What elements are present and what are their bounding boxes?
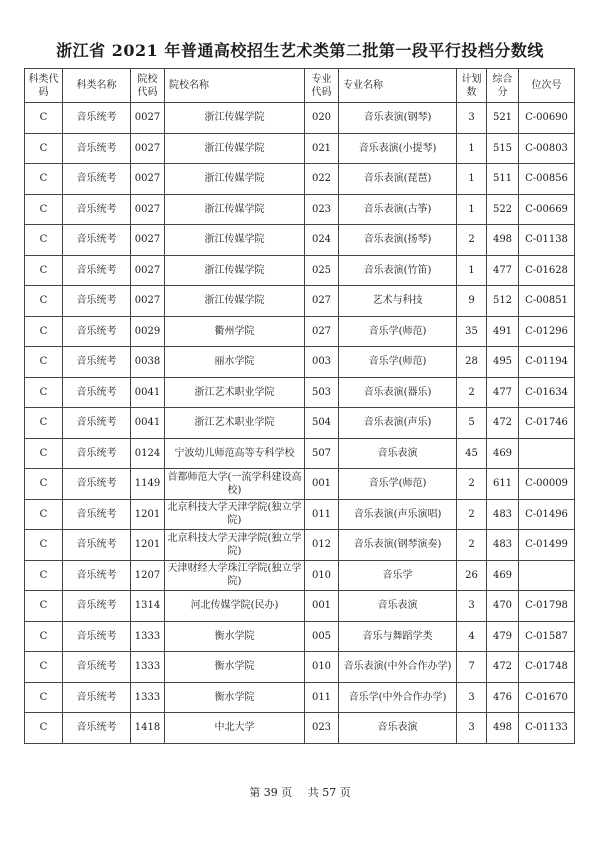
cell-school-name: 河北传媒学院(民办)	[165, 591, 305, 622]
cell-major-name: 音乐表演	[339, 713, 457, 744]
cell-major-code: 504	[305, 408, 339, 439]
table-row	[25, 408, 575, 439]
cell-subject-name: 音乐统考	[63, 438, 131, 469]
page-number: 第 39 页	[249, 786, 293, 799]
cell-major-name: 音乐学(师范)	[339, 347, 457, 378]
cell-major-code: 023	[305, 194, 339, 225]
cell-major-name: 音乐表演(小提琴)	[339, 133, 457, 164]
cell-score: 469	[487, 438, 519, 469]
cell-major-name: 音乐表演	[339, 591, 457, 622]
cell-plan: 3	[457, 713, 487, 744]
cell-rank: C-01746	[519, 408, 575, 439]
cell-score: 512	[487, 286, 519, 317]
cell-major-code: 024	[305, 225, 339, 256]
table-row	[25, 255, 575, 286]
table-row	[25, 530, 575, 561]
cell-school-code: 1333	[131, 652, 165, 683]
cell-major-name: 音乐表演(古筝)	[339, 194, 457, 225]
cell-school-name: 北京科技大学天津学院(独立学院)	[165, 499, 305, 530]
cell-rank: C-01194	[519, 347, 575, 378]
cell-major-name: 音乐学(中外合作办学)	[339, 682, 457, 713]
cell-subject-code: C	[25, 103, 63, 134]
cell-plan: 1	[457, 255, 487, 286]
table-row	[25, 286, 575, 317]
cell-score: 476	[487, 682, 519, 713]
cell-rank: C-01499	[519, 530, 575, 561]
cell-rank: C-00803	[519, 133, 575, 164]
cell-subject-name: 音乐统考	[63, 194, 131, 225]
cell-major-code: 001	[305, 469, 339, 500]
cell-subject-name: 音乐统考	[63, 530, 131, 561]
cell-subject-code: C	[25, 713, 63, 744]
cell-score: 483	[487, 499, 519, 530]
table-row	[25, 347, 575, 378]
cell-school-code: 1314	[131, 591, 165, 622]
cell-school-code: 1333	[131, 682, 165, 713]
cell-school-name: 天津财经大学珠江学院(独立学院)	[165, 560, 305, 591]
cell-school-name: 浙江传媒学院	[165, 164, 305, 195]
cell-rank	[519, 560, 575, 591]
cell-subject-name: 音乐统考	[63, 286, 131, 317]
header-score: 综合分	[487, 69, 519, 103]
cell-school-name: 浙江艺术职业学院	[165, 377, 305, 408]
cell-major-code: 011	[305, 682, 339, 713]
cell-plan: 2	[457, 469, 487, 500]
cell-plan: 1	[457, 194, 487, 225]
cell-subject-code: C	[25, 591, 63, 622]
cell-major-name: 音乐表演(琵琶)	[339, 164, 457, 195]
cell-major-code: 003	[305, 347, 339, 378]
cell-school-name: 北京科技大学天津学院(独立学院)	[165, 530, 305, 561]
cell-subject-code: C	[25, 377, 63, 408]
cell-rank: C-00690	[519, 103, 575, 134]
cell-subject-code: C	[25, 499, 63, 530]
cell-major-code: 020	[305, 103, 339, 134]
cell-school-name: 宁波幼儿师范高等专科学校	[165, 438, 305, 469]
cell-rank: C-01138	[519, 225, 575, 256]
cell-score: 470	[487, 591, 519, 622]
cell-subject-code: C	[25, 621, 63, 652]
cell-rank: C-01296	[519, 316, 575, 347]
cell-major-code: 027	[305, 316, 339, 347]
table-row	[25, 133, 575, 164]
table-row	[25, 591, 575, 622]
page-title: 浙江省 2021 年普通高校招生艺术类第二批第一段平行投档分数线	[56, 41, 544, 60]
cell-school-name: 衡水学院	[165, 652, 305, 683]
cell-major-code: 010	[305, 652, 339, 683]
cell-school-name: 衢州学院	[165, 316, 305, 347]
table-row	[25, 194, 575, 225]
cell-major-name: 音乐学(师范)	[339, 316, 457, 347]
cell-subject-name: 音乐统考	[63, 316, 131, 347]
cell-score: 498	[487, 225, 519, 256]
cell-plan: 3	[457, 103, 487, 134]
cell-school-code: 1207	[131, 560, 165, 591]
cell-score: 511	[487, 164, 519, 195]
cell-major-name: 音乐学	[339, 560, 457, 591]
cell-major-name: 音乐表演(中外合作办学)	[339, 652, 457, 683]
cell-major-name: 艺术与科技	[339, 286, 457, 317]
cell-school-name: 衡水学院	[165, 621, 305, 652]
cell-rank: C-01670	[519, 682, 575, 713]
cell-school-name: 浙江传媒学院	[165, 133, 305, 164]
cell-school-code: 0124	[131, 438, 165, 469]
cell-score: 469	[487, 560, 519, 591]
cell-rank: C-00009	[519, 469, 575, 500]
table-row	[25, 682, 575, 713]
table-row	[25, 621, 575, 652]
cell-rank: C-01587	[519, 621, 575, 652]
cell-subject-code: C	[25, 530, 63, 561]
cell-major-code: 021	[305, 133, 339, 164]
cell-score: 522	[487, 194, 519, 225]
cell-rank: C-01133	[519, 713, 575, 744]
cell-rank: C-01748	[519, 652, 575, 683]
cell-major-name: 音乐表演(器乐)	[339, 377, 457, 408]
cell-score: 498	[487, 713, 519, 744]
cell-plan: 26	[457, 560, 487, 591]
cell-school-code: 1418	[131, 713, 165, 744]
header-plan: 计划数	[457, 69, 487, 103]
cell-subject-code: C	[25, 652, 63, 683]
cell-score: 495	[487, 347, 519, 378]
cell-subject-code: C	[25, 164, 63, 195]
cell-subject-name: 音乐统考	[63, 713, 131, 744]
cell-score: 521	[487, 103, 519, 134]
cell-major-code: 011	[305, 499, 339, 530]
cell-school-code: 1201	[131, 499, 165, 530]
cell-school-code: 0027	[131, 164, 165, 195]
cell-subject-name: 音乐统考	[63, 469, 131, 500]
cell-school-code: 0041	[131, 408, 165, 439]
score-table	[24, 68, 575, 744]
cell-school-code: 1333	[131, 621, 165, 652]
cell-subject-name: 音乐统考	[63, 408, 131, 439]
cell-school-code: 1201	[131, 530, 165, 561]
header-school-name: 院校名称	[165, 69, 305, 103]
cell-score: 472	[487, 408, 519, 439]
cell-major-code: 001	[305, 591, 339, 622]
cell-school-name: 衡水学院	[165, 682, 305, 713]
cell-plan: 45	[457, 438, 487, 469]
cell-plan: 3	[457, 682, 487, 713]
cell-subject-name: 音乐统考	[63, 591, 131, 622]
table-row	[25, 164, 575, 195]
cell-subject-name: 音乐统考	[63, 560, 131, 591]
cell-rank: C-00851	[519, 286, 575, 317]
cell-plan: 4	[457, 621, 487, 652]
cell-school-code: 0029	[131, 316, 165, 347]
cell-major-code: 023	[305, 713, 339, 744]
cell-rank: C-00856	[519, 164, 575, 195]
table-row	[25, 225, 575, 256]
cell-school-code: 0041	[131, 377, 165, 408]
cell-subject-name: 音乐统考	[63, 133, 131, 164]
cell-rank: C-01628	[519, 255, 575, 286]
cell-score: 479	[487, 621, 519, 652]
cell-plan: 2	[457, 530, 487, 561]
cell-plan: 2	[457, 377, 487, 408]
table-row	[25, 499, 575, 530]
cell-plan: 3	[457, 591, 487, 622]
cell-subject-code: C	[25, 682, 63, 713]
cell-subject-code: C	[25, 347, 63, 378]
cell-subject-name: 音乐统考	[63, 225, 131, 256]
cell-score: 611	[487, 469, 519, 500]
table-row	[25, 560, 575, 591]
cell-major-name: 音乐表演(钢琴)	[339, 103, 457, 134]
cell-plan: 28	[457, 347, 487, 378]
header-school-code: 院校代码	[131, 69, 165, 103]
cell-school-code: 0038	[131, 347, 165, 378]
cell-subject-code: C	[25, 255, 63, 286]
cell-subject-name: 音乐统考	[63, 621, 131, 652]
cell-subject-code: C	[25, 316, 63, 347]
cell-score: 483	[487, 530, 519, 561]
cell-subject-code: C	[25, 438, 63, 469]
cell-major-code: 012	[305, 530, 339, 561]
header-subject-code: 科类代码	[25, 69, 63, 103]
cell-score: 515	[487, 133, 519, 164]
cell-subject-code: C	[25, 560, 63, 591]
cell-subject-name: 音乐统考	[63, 499, 131, 530]
cell-subject-code: C	[25, 133, 63, 164]
page-footer	[0, 784, 600, 800]
cell-school-name: 首都师范大学(一流学科建设高校)	[165, 469, 305, 500]
cell-major-name: 音乐表演(声乐)	[339, 408, 457, 439]
cell-subject-code: C	[25, 469, 63, 500]
cell-subject-name: 音乐统考	[63, 164, 131, 195]
table-header-row	[25, 69, 575, 103]
cell-school-code: 0027	[131, 286, 165, 317]
cell-school-name: 浙江传媒学院	[165, 255, 305, 286]
cell-major-code: 027	[305, 286, 339, 317]
table-row	[25, 469, 575, 500]
cell-plan: 35	[457, 316, 487, 347]
cell-major-name: 音乐表演(扬琴)	[339, 225, 457, 256]
cell-school-name: 浙江传媒学院	[165, 194, 305, 225]
header-major-code: 专业代码	[305, 69, 339, 103]
header-subject-name: 科类名称	[63, 69, 131, 103]
cell-subject-code: C	[25, 286, 63, 317]
cell-subject-code: C	[25, 225, 63, 256]
cell-score: 472	[487, 652, 519, 683]
table-row	[25, 316, 575, 347]
cell-plan: 1	[457, 164, 487, 195]
cell-school-code: 1149	[131, 469, 165, 500]
cell-major-name: 音乐表演	[339, 438, 457, 469]
cell-major-code: 005	[305, 621, 339, 652]
header-rank: 位次号	[519, 69, 575, 103]
cell-major-code: 503	[305, 377, 339, 408]
table-row	[25, 377, 575, 408]
cell-school-name: 浙江传媒学院	[165, 103, 305, 134]
cell-school-name: 中北大学	[165, 713, 305, 744]
cell-score: 477	[487, 255, 519, 286]
table-row	[25, 713, 575, 744]
cell-school-code: 0027	[131, 194, 165, 225]
cell-plan: 2	[457, 499, 487, 530]
cell-school-name: 丽水学院	[165, 347, 305, 378]
cell-subject-name: 音乐统考	[63, 103, 131, 134]
cell-major-code: 010	[305, 560, 339, 591]
cell-plan: 5	[457, 408, 487, 439]
cell-school-name: 浙江传媒学院	[165, 225, 305, 256]
cell-plan: 2	[457, 225, 487, 256]
table-row	[25, 103, 575, 134]
cell-score: 477	[487, 377, 519, 408]
cell-score: 491	[487, 316, 519, 347]
cell-school-code: 0027	[131, 255, 165, 286]
cell-plan: 9	[457, 286, 487, 317]
cell-rank: C-01634	[519, 377, 575, 408]
table-row	[25, 652, 575, 683]
cell-school-name: 浙江传媒学院	[165, 286, 305, 317]
table-row	[25, 438, 575, 469]
cell-major-name: 音乐表演(声乐演唱)	[339, 499, 457, 530]
cell-subject-name: 音乐统考	[63, 377, 131, 408]
cell-plan: 1	[457, 133, 487, 164]
cell-subject-name: 音乐统考	[63, 255, 131, 286]
cell-subject-name: 音乐统考	[63, 652, 131, 683]
cell-rank: C-01496	[519, 499, 575, 530]
cell-rank: C-00669	[519, 194, 575, 225]
cell-school-code: 0027	[131, 133, 165, 164]
cell-major-code: 022	[305, 164, 339, 195]
cell-major-name: 音乐表演(竹笛)	[339, 255, 457, 286]
cell-plan: 7	[457, 652, 487, 683]
cell-subject-name: 音乐统考	[63, 347, 131, 378]
cell-school-code: 0027	[131, 225, 165, 256]
cell-subject-name: 音乐统考	[63, 682, 131, 713]
cell-major-code: 507	[305, 438, 339, 469]
cell-major-name: 音乐表演(钢琴演奏)	[339, 530, 457, 561]
cell-subject-code: C	[25, 408, 63, 439]
page-total: 共 57 页	[307, 786, 351, 799]
cell-subject-code: C	[25, 194, 63, 225]
cell-school-name: 浙江艺术职业学院	[165, 408, 305, 439]
cell-rank	[519, 438, 575, 469]
header-major-name: 专业名称	[339, 69, 457, 103]
cell-major-name: 音乐学(师范)	[339, 469, 457, 500]
cell-school-code: 0027	[131, 103, 165, 134]
cell-rank: C-01798	[519, 591, 575, 622]
cell-major-name: 音乐与舞蹈学类	[339, 621, 457, 652]
cell-major-code: 025	[305, 255, 339, 286]
